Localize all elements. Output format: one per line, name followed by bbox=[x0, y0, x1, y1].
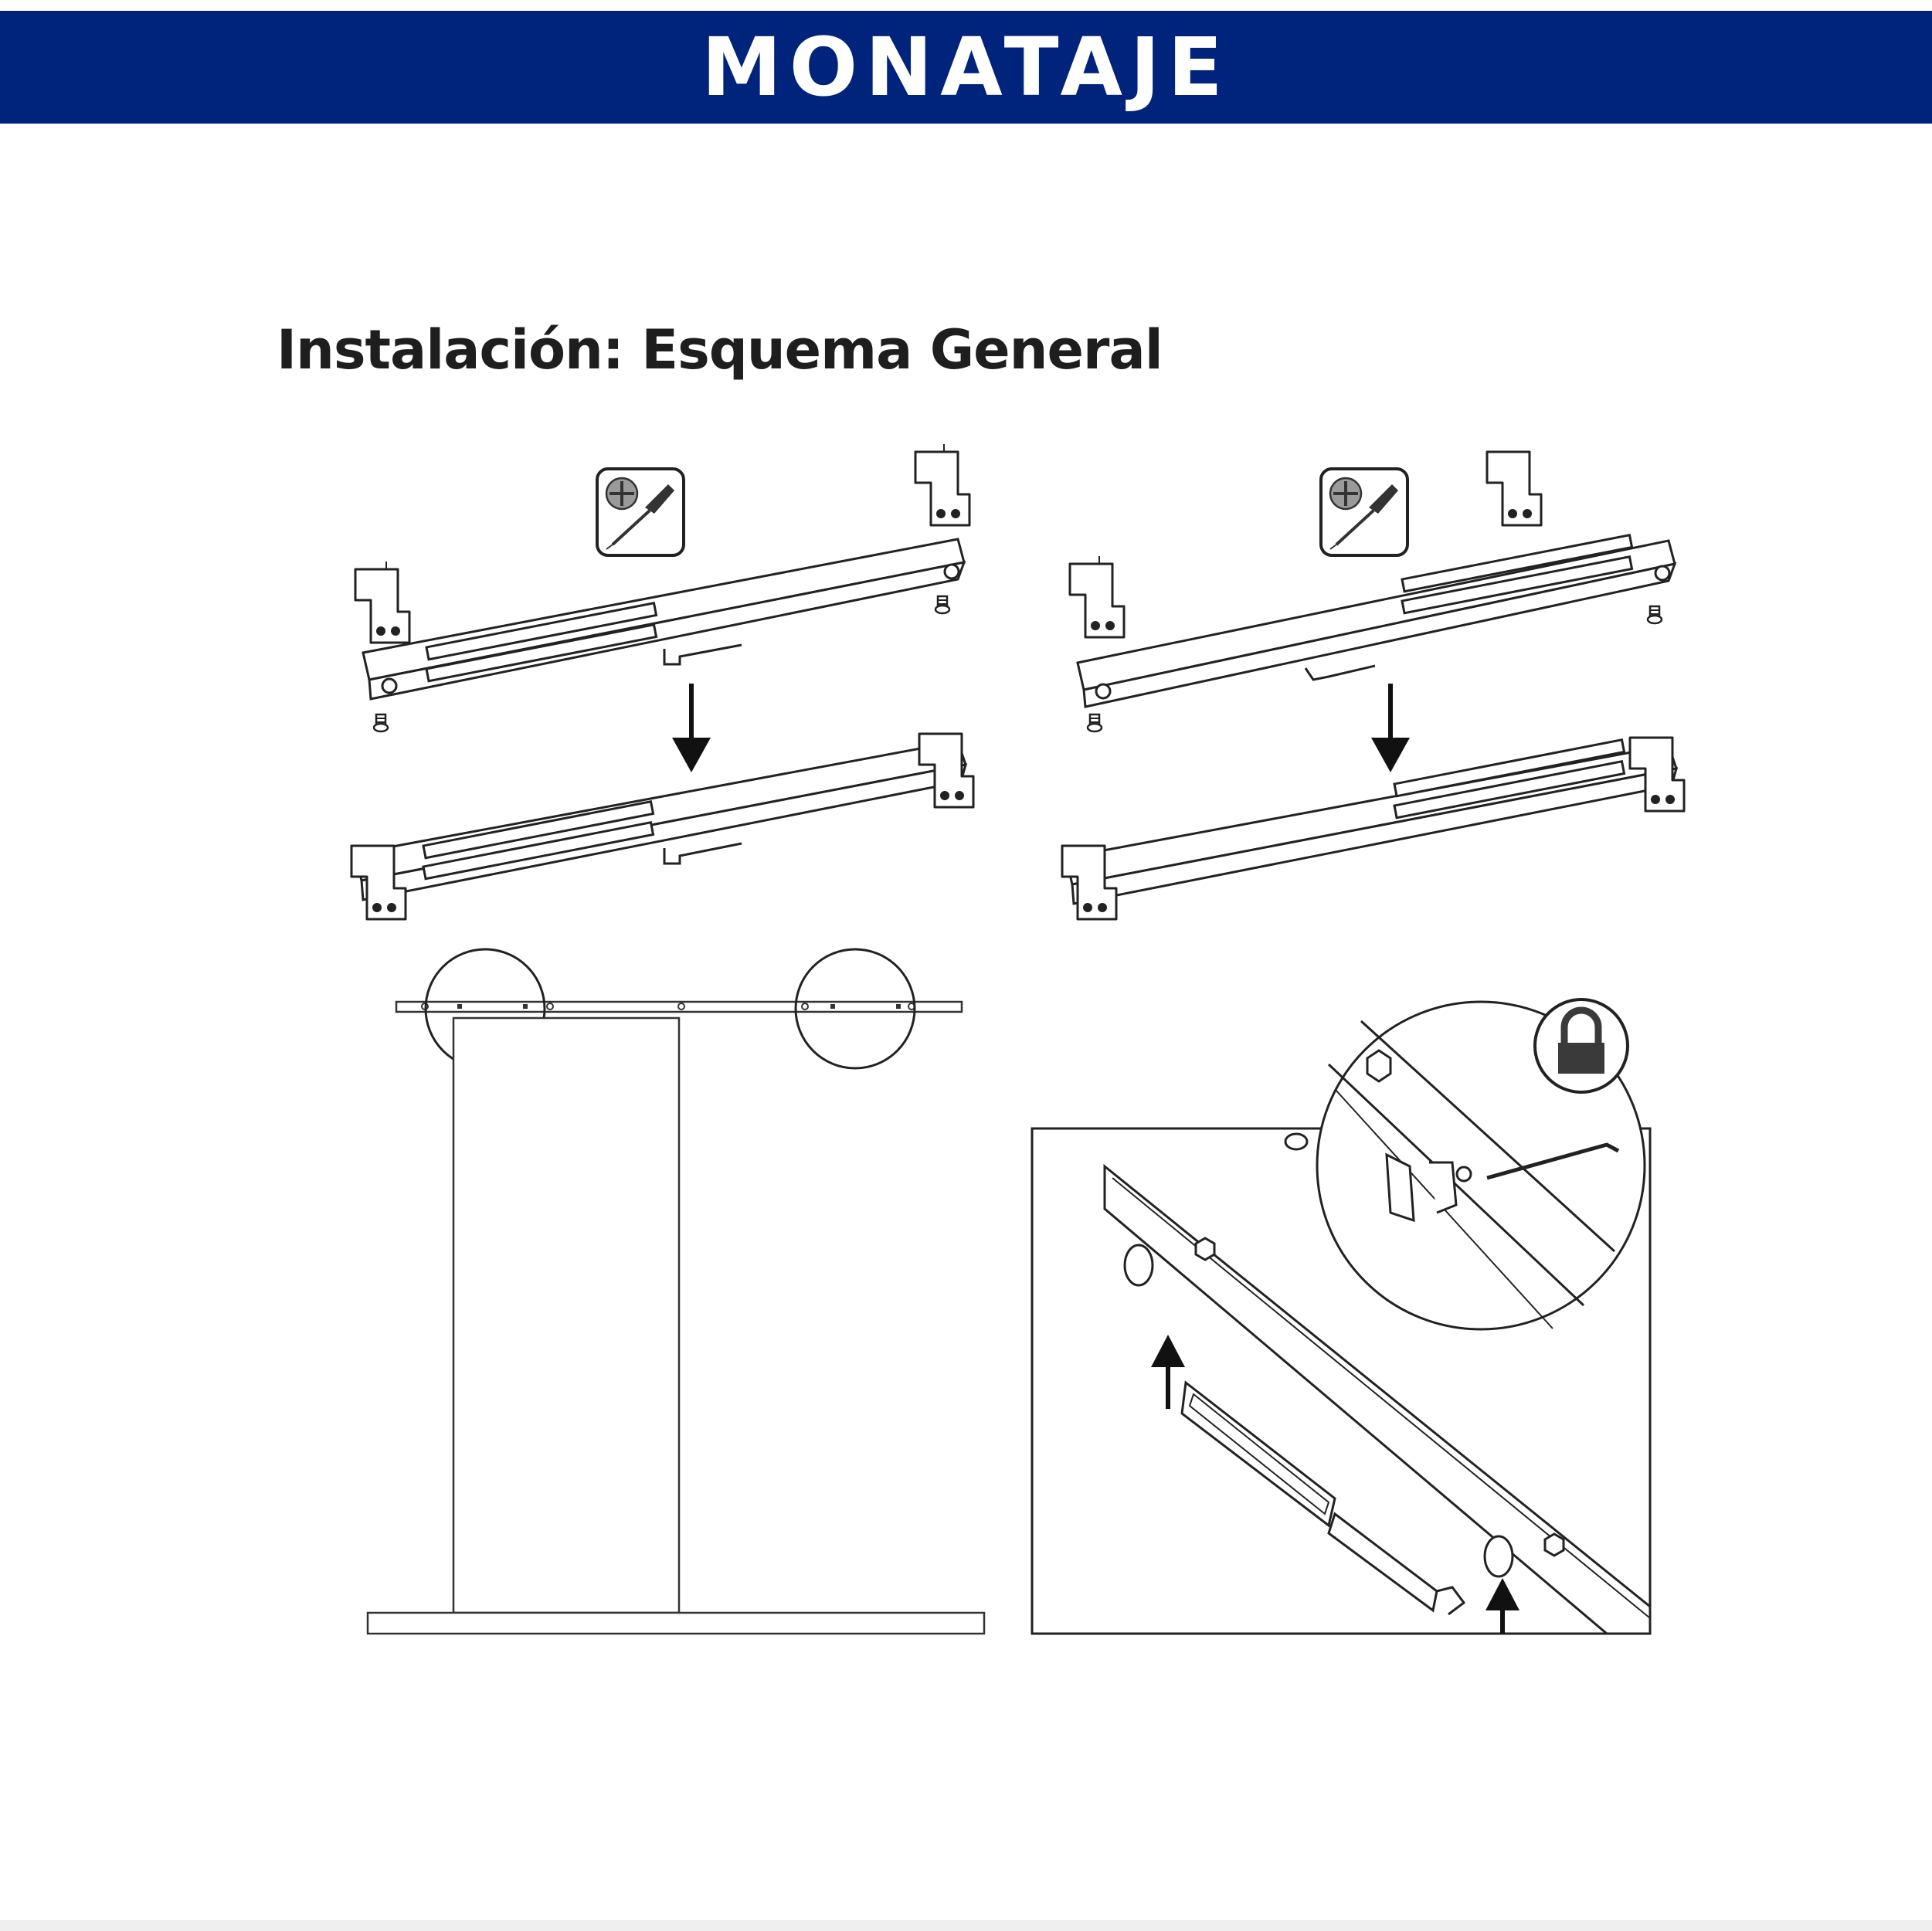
section-title: Instalación: Esquema General bbox=[277, 318, 1163, 382]
screw-left bbox=[374, 714, 388, 731]
page-title: MONATAJE bbox=[701, 20, 1231, 114]
screw-right bbox=[935, 596, 949, 613]
padlock-icon bbox=[1535, 999, 1628, 1092]
door-panel bbox=[453, 1018, 679, 1613]
bracket-left bbox=[1070, 564, 1124, 637]
rail-assembly-right bbox=[1062, 452, 1684, 919]
door-elevation bbox=[368, 949, 984, 1634]
screw-right bbox=[1648, 606, 1662, 623]
detail-view bbox=[1032, 999, 1650, 1634]
bracket-left bbox=[355, 569, 409, 643]
bracket-right bbox=[915, 452, 969, 525]
screwdriver-icon bbox=[597, 469, 684, 555]
screw-left bbox=[1088, 714, 1102, 731]
arrow-down-icon bbox=[1371, 684, 1410, 772]
floor-base bbox=[368, 1613, 984, 1634]
arrow-down-icon bbox=[672, 684, 711, 772]
rail-assembly-left bbox=[351, 444, 973, 919]
screwdriver-icon bbox=[1321, 469, 1407, 555]
bracket-right bbox=[1487, 452, 1541, 525]
